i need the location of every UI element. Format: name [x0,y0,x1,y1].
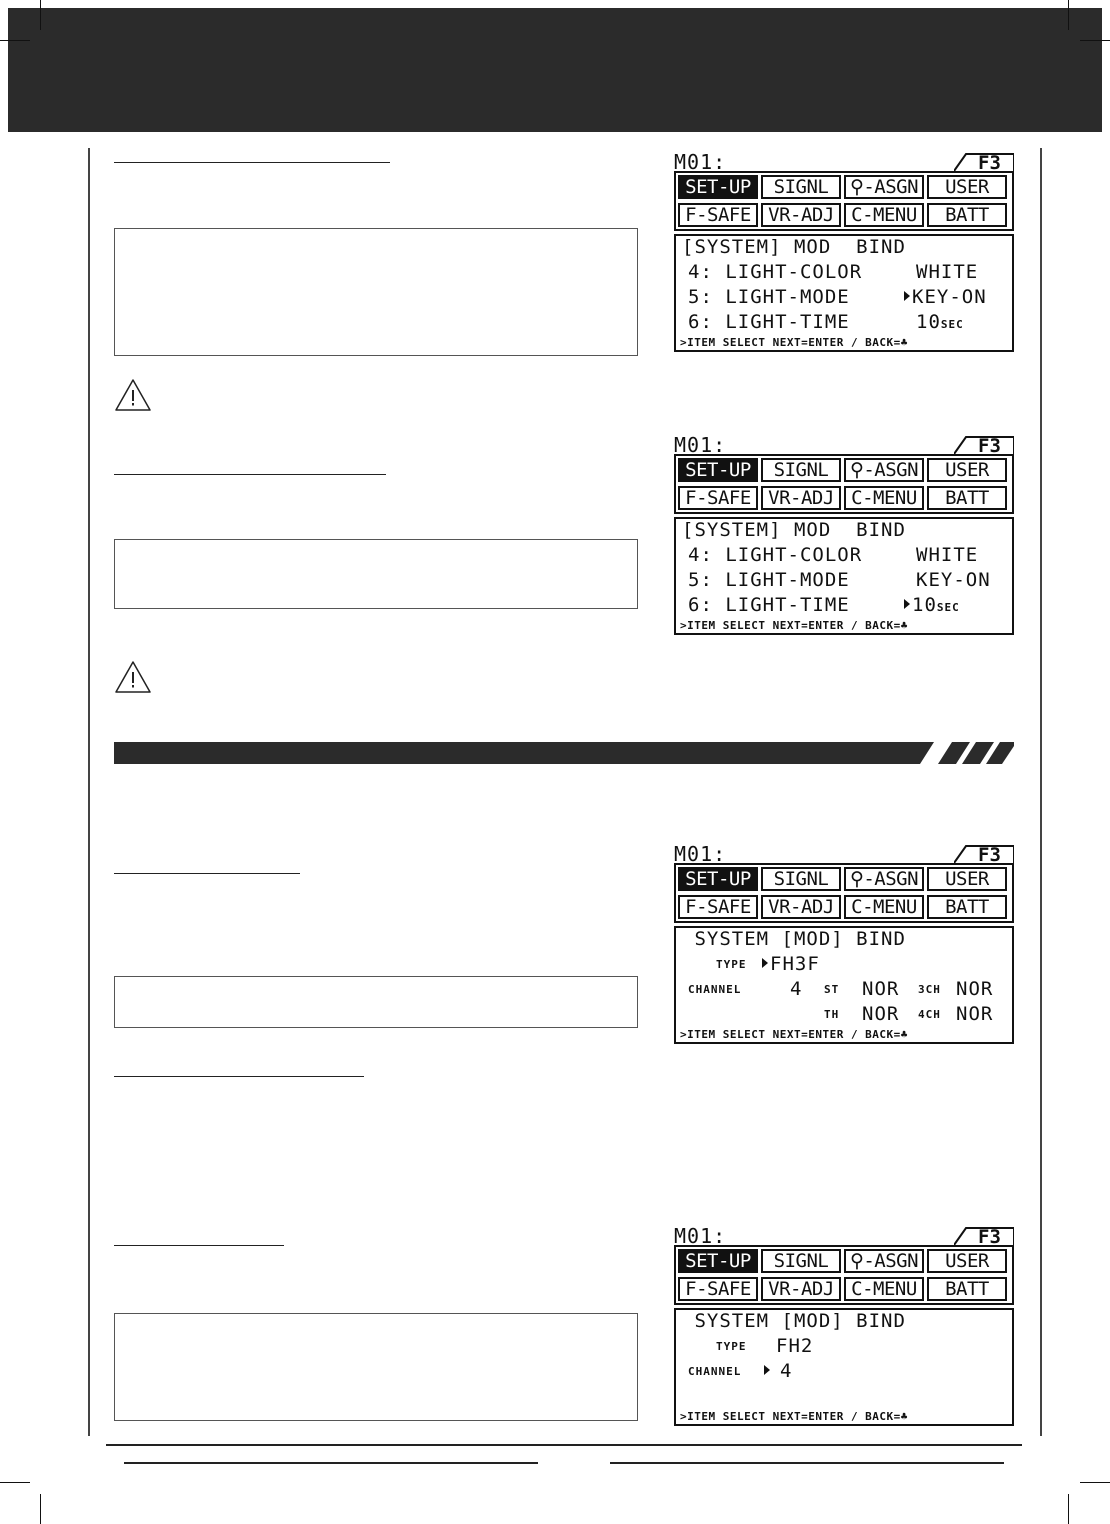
heading-underline [114,873,300,874]
menu-user[interactable]: USER [927,867,1007,891]
lcd-menu-grid [674,171,1014,231]
lcd-menu-grid [674,863,1014,923]
channel-value-wrap[interactable] [764,1360,792,1382]
menu-c-menu[interactable]: C-MENU [844,1277,924,1301]
note-box [114,228,638,356]
footer-rule [106,1444,1022,1446]
heading-underline [114,162,390,163]
row-light-mode-value-wrap [904,286,987,308]
heading-underline [114,1245,284,1246]
ch4-label: 4CH [918,1008,941,1021]
row-light-time-value-wrap [916,311,964,333]
menu-set-up[interactable]: SET-UP [678,458,758,482]
menu-asgn[interactable]: ⚲-ASGN [844,1249,924,1273]
menu-user[interactable]: USER [927,1249,1007,1273]
type-label: TYPE [716,1340,747,1353]
row-light-mode-value: KEY-ON [916,569,991,591]
row-light-time[interactable]: 6: LIGHT-TIME [688,594,850,616]
menu-vr-adj[interactable]: VR-ADJ [761,895,841,919]
note-box [114,539,638,609]
ch3-label: 3CH [918,983,941,996]
warning-triangle-icon [114,660,152,694]
menu-set-up[interactable]: SET-UP [678,1249,758,1273]
row-light-mode[interactable]: 5: LIGHT-MODE [688,569,850,591]
menu-signl[interactable]: SIGNL [761,867,841,891]
heading-underline [114,1076,364,1077]
st-label: ST [824,983,840,996]
note-box [114,976,638,1028]
caret-right-icon [904,599,910,609]
menu-f-safe[interactable]: F-SAFE [678,203,758,227]
channel-value: 4 [780,1360,793,1382]
menu-asgn[interactable]: ⚲-ASGN [844,867,924,891]
caret-right-icon [904,291,910,301]
lcd-hint: >ITEM SELECT NEXT=ENTER / BACK=♣ [680,1028,908,1041]
crop-mark [1068,1494,1069,1524]
menu-signl[interactable]: SIGNL [761,458,841,482]
menu-f-safe[interactable]: F-SAFE [678,1277,758,1301]
menu-c-menu[interactable]: C-MENU [844,203,924,227]
row-light-time-value: 10 [912,594,937,616]
screen-title: [SYSTEM] MOD BIND [682,519,906,541]
lcd-screen-mod-fh3f [672,844,1016,1044]
menu-batt[interactable]: BATT [927,486,1007,510]
lcd-screen-area [674,926,1014,1044]
row-light-mode-value: KEY-ON [912,286,987,308]
channel-value[interactable]: 4 [790,978,803,1000]
crop-mark [1068,0,1069,30]
type-value: FH3F [770,953,820,975]
warning-triangle-icon [114,378,152,412]
lcd-screen-area [674,517,1014,635]
lcd-hint: >ITEM SELECT NEXT=ENTER / BACK=♣ [680,1410,908,1423]
type-value[interactable]: FH2 [776,1335,814,1357]
lcd-hint: >ITEM SELECT NEXT=ENTER / BACK=♣ [680,336,908,349]
crop-mark [1080,1482,1110,1483]
lcd-screen-light-time [672,435,1016,635]
menu-asgn[interactable]: ⚲-ASGN [844,458,924,482]
menu-batt[interactable]: BATT [927,1277,1007,1301]
footer-rule-left [124,1462,538,1464]
section-title-bar [114,742,1014,764]
menu-user[interactable]: USER [927,175,1007,199]
row-light-mode[interactable]: 5: LIGHT-MODE [688,286,850,308]
row-light-time-unit: SEC [936,601,960,614]
menu-f-safe[interactable]: F-SAFE [678,486,758,510]
lcd-menu-grid [674,454,1014,514]
function-tab-label: F3 [978,844,1001,866]
menu-asgn[interactable]: ⚲-ASGN [844,175,924,199]
row-light-time[interactable]: 6: LIGHT-TIME [688,311,850,333]
row-light-time-value-wrap [904,594,960,616]
note-box [114,1313,638,1421]
model-label: M01: [674,842,727,866]
menu-vr-adj[interactable]: VR-ADJ [761,203,841,227]
caret-right-icon [762,958,768,968]
crop-mark [40,1494,41,1524]
lcd-screen-light-mode [672,152,1016,352]
menu-vr-adj[interactable]: VR-ADJ [761,1277,841,1301]
row-light-time-unit: SEC [940,318,964,331]
lcd-menu-grid [674,1245,1014,1305]
channel-label: CHANNEL [688,983,742,996]
crop-mark [0,1482,30,1483]
channel-label: CHANNEL [688,1365,742,1378]
row-light-color-value: WHITE [916,544,979,566]
th-value[interactable]: NOR [862,1003,900,1025]
row-light-color[interactable]: 4: LIGHT-COLOR [688,261,863,283]
function-tab-label: F3 [978,1226,1001,1248]
model-label: M01: [674,433,727,457]
st-value[interactable]: NOR [862,978,900,1000]
lcd-screen-area [674,1308,1014,1426]
menu-signl[interactable]: SIGNL [761,175,841,199]
function-tab-label: F3 [978,435,1001,457]
type-value-wrap[interactable] [762,953,820,975]
type-label: TYPE [716,958,747,971]
menu-c-menu[interactable]: C-MENU [844,486,924,510]
menu-c-menu[interactable]: C-MENU [844,895,924,919]
screen-title: SYSTEM [MOD] BIND [682,1310,906,1332]
crop-mark [0,40,30,41]
menu-user[interactable]: USER [927,458,1007,482]
th-label: TH [824,1008,840,1021]
lcd-screen-mod-fh2 [672,1226,1016,1426]
menu-set-up[interactable]: SET-UP [678,867,758,891]
screen-title: SYSTEM [MOD] BIND [682,928,906,950]
menu-f-safe[interactable]: F-SAFE [678,895,758,919]
menu-batt[interactable]: BATT [927,203,1007,227]
menu-signl[interactable]: SIGNL [761,1249,841,1273]
row-light-color-value: WHITE [916,261,979,283]
function-tab-label: F3 [978,152,1001,174]
lcd-screen-area [674,234,1014,352]
menu-vr-adj[interactable]: VR-ADJ [761,486,841,510]
model-label: M01: [674,150,727,174]
row-light-time-value: 10 [916,311,941,333]
model-label: M01: [674,1224,727,1248]
crop-mark [40,0,41,30]
footer-rule-right [610,1462,1004,1464]
heading-underline [114,474,386,475]
menu-batt[interactable]: BATT [927,895,1007,919]
ch3-value[interactable]: NOR [956,978,994,1000]
screen-title: [SYSTEM] MOD BIND [682,236,906,258]
header-band [8,8,1102,132]
menu-set-up[interactable]: SET-UP [678,175,758,199]
ch4-value[interactable]: NOR [956,1003,994,1025]
lcd-hint: >ITEM SELECT NEXT=ENTER / BACK=♣ [680,619,908,632]
row-light-color[interactable]: 4: LIGHT-COLOR [688,544,863,566]
left-margin-rule [88,148,90,1436]
right-margin-rule [1040,148,1042,1436]
crop-mark [1080,40,1110,41]
caret-right-icon [764,1365,770,1375]
